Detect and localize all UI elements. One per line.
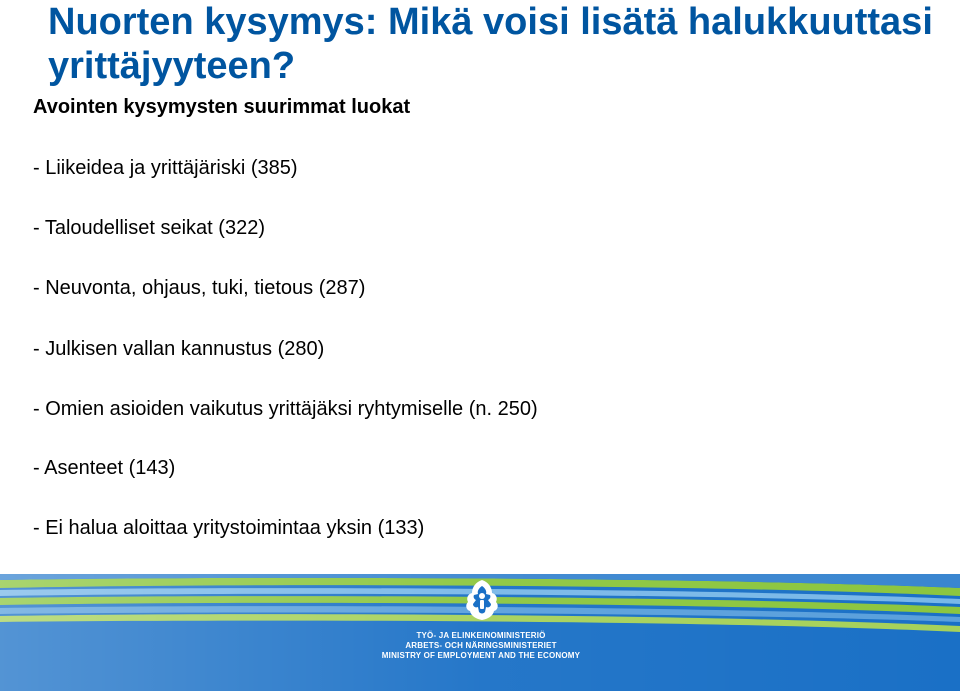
ministry-name-sv: ARBETS- OCH NÄRINGSMINISTERIET [405,641,557,650]
list-item: - Neuvonta, ohjaus, tuki, tietous (287) [33,277,366,299]
list-item: - Omien asioiden vaikutus yrittäjäksi ryhtymiselle (n. 250) [33,398,538,420]
list-item: - Asenteet (143) [33,457,176,479]
list-item: - Liikeidea ja yrittäjäriski (385) [33,157,298,179]
finnish-lion-crest-icon [460,578,504,622]
ministry-name-en: MINISTRY OF EMPLOYMENT AND THE ECONOMY [381,651,581,660]
list-item: - Julkisen vallan kannustus (280) [33,338,325,360]
list-item: - Taloudelliset seikat (322) [33,217,265,239]
slide-title: Nuorten kysymys: Mikä voisi lisätä halukkuuttasi yrittäjyyteen? [48,1,933,87]
ministry-name-fi: TYÖ- JA ELINKEINOMINISTERIÖ [416,631,546,640]
ministry-logo-text [376,631,586,661]
list-item: - Ei halua aloittaa yritystoimintaa yksin (133) [33,517,425,539]
slide-subtitle: Avointen kysymysten suurimmat luokat [33,96,411,118]
